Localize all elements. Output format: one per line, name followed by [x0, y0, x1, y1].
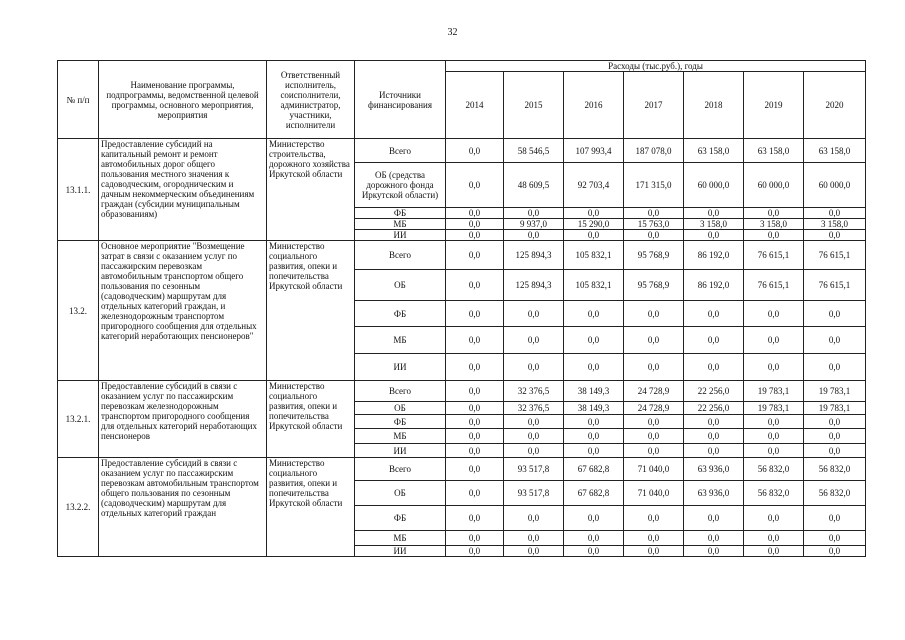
expense-value: 0,0 [684, 230, 744, 241]
table-row [58, 241, 866, 270]
funding-source: МБ [355, 429, 446, 444]
expense-value: 0,0 [446, 415, 504, 429]
expense-value: 0,0 [684, 429, 744, 444]
table-row [58, 458, 866, 481]
expense-value: 22 256,0 [684, 402, 744, 415]
expense-value: 0,0 [684, 506, 744, 531]
funding-source: Всего [355, 139, 446, 163]
funding-source: ОБ [355, 402, 446, 415]
expense-value: 0,0 [446, 481, 504, 506]
expense-value: 38 149,3 [564, 402, 624, 415]
header-sources: Источники финансирования [355, 61, 446, 139]
expense-value: 0,0 [446, 327, 504, 354]
expense-value: 0,0 [504, 354, 564, 381]
funding-source: ФБ [355, 301, 446, 327]
expense-value: 71 040,0 [624, 458, 684, 481]
expense-value: 92 703,4 [564, 163, 624, 208]
expense-value: 95 768,9 [624, 241, 684, 270]
funding-source: ИИ [355, 354, 446, 381]
expense-value: 60 000,0 [804, 163, 866, 208]
expense-value: 3 158,0 [804, 219, 866, 230]
section-name: Предоставление субсидий в связи с оказанием услуг по пассажирским перевозкам автомобильным транспортом общего пользования по сезонным (садоводческим) маршрутам для отдельных категорий граждан [99, 458, 267, 557]
funding-source: ФБ [355, 208, 446, 219]
expense-value: 0,0 [744, 230, 804, 241]
expense-value: 67 682,8 [564, 458, 624, 481]
expense-value: 0,0 [564, 506, 624, 531]
expense-value: 0,0 [744, 546, 804, 557]
expense-value: 0,0 [446, 444, 504, 458]
expense-value: 63 158,0 [744, 139, 804, 163]
section-name: Основное мероприятие "Возмещение затрат в связи с оказанием услуг по пассажирским перевозкам автомобильным транспортом общего пользования по сезонным (садоводческим) маршрутам для отдельных категорий граждан, и железнодорожным транспортом пригородного сообщения для отдельных категорий неработающих пенсионеров" [99, 241, 267, 381]
expense-value: 0,0 [804, 301, 866, 327]
header-num: № п/п [58, 61, 99, 139]
expense-value: 58 546,5 [504, 139, 564, 163]
expense-value: 0,0 [446, 219, 504, 230]
expense-value: 24 728,9 [624, 402, 684, 415]
expense-value: 0,0 [564, 301, 624, 327]
expense-value: 56 832,0 [804, 481, 866, 506]
expense-value: 63 936,0 [684, 458, 744, 481]
funding-source: ИИ [355, 546, 446, 557]
header-year: 2018 [684, 72, 744, 139]
expense-value: 0,0 [446, 163, 504, 208]
header-year: 2015 [504, 72, 564, 139]
expense-value: 0,0 [684, 546, 744, 557]
funding-source: МБ [355, 219, 446, 230]
expense-value: 0,0 [446, 230, 504, 241]
expense-value: 0,0 [744, 429, 804, 444]
expense-value: 3 158,0 [684, 219, 744, 230]
expense-value: 0,0 [564, 429, 624, 444]
expense-value: 71 040,0 [624, 481, 684, 506]
expense-value: 0,0 [446, 506, 504, 531]
expense-value: 0,0 [446, 301, 504, 327]
expense-value: 0,0 [504, 301, 564, 327]
expense-value: 0,0 [446, 381, 504, 402]
expense-value: 0,0 [504, 208, 564, 219]
table-row [58, 139, 866, 163]
expense-value: 0,0 [684, 415, 744, 429]
expense-value: 38 149,3 [564, 381, 624, 402]
expense-value: 0,0 [744, 208, 804, 219]
expense-value: 0,0 [504, 506, 564, 531]
expense-value: 0,0 [684, 301, 744, 327]
section-number: 13.2.2. [58, 458, 99, 557]
expense-value: 0,0 [504, 531, 564, 546]
header-year: 2020 [804, 72, 866, 139]
table-body [58, 139, 866, 557]
header-responsible: Ответственный исполнитель, соисполнители, администратор, участники, исполнители [267, 61, 355, 139]
section-responsible: Министерство социального развития, опеки и попечительства Иркутской области [267, 381, 355, 458]
expense-value: 0,0 [564, 415, 624, 429]
expense-value: 0,0 [446, 402, 504, 415]
funding-source: Всего [355, 458, 446, 481]
expense-value: 0,0 [624, 354, 684, 381]
funding-source: Всего [355, 241, 446, 270]
expense-value: 0,0 [504, 444, 564, 458]
expense-value: 0,0 [684, 531, 744, 546]
funding-source: ОБ (средства дорожного фонда Иркутской области) [355, 163, 446, 208]
expense-value: 0,0 [564, 546, 624, 557]
expense-value: 0,0 [504, 327, 564, 354]
funding-source: ОБ [355, 270, 446, 301]
expense-value: 0,0 [564, 354, 624, 381]
funding-source: ОБ [355, 481, 446, 506]
expense-value: 0,0 [624, 415, 684, 429]
expense-value: 0,0 [564, 444, 624, 458]
expense-value: 86 192,0 [684, 270, 744, 301]
expense-value: 0,0 [446, 139, 504, 163]
expense-value: 0,0 [684, 354, 744, 381]
expense-value: 0,0 [684, 444, 744, 458]
expense-value: 0,0 [624, 208, 684, 219]
expense-value: 19 783,1 [804, 402, 866, 415]
expense-value: 0,0 [804, 546, 866, 557]
expense-value: 0,0 [446, 531, 504, 546]
expense-value: 0,0 [446, 429, 504, 444]
section-responsible: Министерство социального развития, опеки и попечительства Иркутской области [267, 241, 355, 381]
expense-value: 171 315,0 [624, 163, 684, 208]
funding-source: ИИ [355, 444, 446, 458]
expense-value: 24 728,9 [624, 381, 684, 402]
expense-value: 0,0 [624, 301, 684, 327]
expense-value: 0,0 [564, 327, 624, 354]
expense-value: 67 682,8 [564, 481, 624, 506]
expense-value: 0,0 [504, 546, 564, 557]
expense-value: 0,0 [446, 354, 504, 381]
expense-value: 0,0 [804, 230, 866, 241]
expense-value: 48 609,5 [504, 163, 564, 208]
expense-value: 56 832,0 [744, 458, 804, 481]
expense-value: 0,0 [446, 241, 504, 270]
expense-value: 93 517,8 [504, 458, 564, 481]
section-responsible: Министерство социального развития, опеки и попечительства Иркутской области [267, 458, 355, 557]
funding-source: ФБ [355, 506, 446, 531]
expense-value: 0,0 [564, 531, 624, 546]
header-expenses: Расходы (тыс.руб.), годы [446, 61, 866, 72]
expense-value: 187 078,0 [624, 139, 684, 163]
expense-value: 0,0 [744, 327, 804, 354]
header-year: 2016 [564, 72, 624, 139]
header-year: 2014 [446, 72, 504, 139]
page-number: 32 [447, 27, 458, 38]
expense-value: 95 768,9 [624, 270, 684, 301]
expense-value: 63 158,0 [804, 139, 866, 163]
expense-value: 76 615,1 [744, 270, 804, 301]
expense-value: 0,0 [624, 230, 684, 241]
expense-value: 0,0 [684, 327, 744, 354]
expense-value: 125 894,3 [504, 270, 564, 301]
expense-value: 56 832,0 [804, 458, 866, 481]
funding-source: МБ [355, 327, 446, 354]
expense-value: 93 517,8 [504, 481, 564, 506]
expense-value: 76 615,1 [804, 270, 866, 301]
expense-value: 0,0 [624, 327, 684, 354]
expense-value: 9 937,0 [504, 219, 564, 230]
funding-source: ИИ [355, 230, 446, 241]
expense-value: 76 615,1 [804, 241, 866, 270]
expense-value: 0,0 [744, 444, 804, 458]
expense-value: 60 000,0 [744, 163, 804, 208]
expense-value: 0,0 [504, 415, 564, 429]
expense-value: 0,0 [804, 415, 866, 429]
expense-value: 0,0 [684, 208, 744, 219]
expense-value: 0,0 [804, 354, 866, 381]
expense-value: 107 993,4 [564, 139, 624, 163]
expense-value: 105 832,1 [564, 241, 624, 270]
expense-value: 19 783,1 [804, 381, 866, 402]
expense-value: 0,0 [744, 415, 804, 429]
expense-value: 105 832,1 [564, 270, 624, 301]
expense-value: 0,0 [624, 506, 684, 531]
expense-value: 0,0 [804, 429, 866, 444]
expense-value: 0,0 [504, 429, 564, 444]
expense-value: 0,0 [804, 327, 866, 354]
expense-value: 32 376,5 [504, 381, 564, 402]
expense-value: 15 290,0 [564, 219, 624, 230]
expense-value: 0,0 [744, 531, 804, 546]
expense-value: 0,0 [564, 208, 624, 219]
expense-value: 3 158,0 [744, 219, 804, 230]
expense-value: 0,0 [624, 546, 684, 557]
section-name: Предоставление субсидий в связи с оказанием услуг по пассажирским перевозкам железнодорожным транспортом пригородного сообщения для отдельных категорий неработающих пенсионеров [99, 381, 267, 458]
expense-value: 63 158,0 [684, 139, 744, 163]
section-responsible: Министерство строительства, дорожного хозяйства Иркутской области [267, 139, 355, 241]
expense-value: 19 783,1 [744, 381, 804, 402]
expense-value: 0,0 [504, 230, 564, 241]
expense-value: 76 615,1 [744, 241, 804, 270]
table-header [58, 61, 866, 139]
expense-value: 0,0 [446, 270, 504, 301]
expense-value: 0,0 [446, 458, 504, 481]
section-number: 13.1.1. [58, 139, 99, 241]
section-number: 13.2.1. [58, 381, 99, 458]
expense-value: 86 192,0 [684, 241, 744, 270]
section-name: Предоставление субсидий на капитальный ремонт и ремонт автомобильных дорог общего пользования местного значения к садоводческим, огородническим и дачным некоммерческим объединениям граждан (субсидии муниципальным образованиям) [99, 139, 267, 241]
expense-value: 0,0 [744, 354, 804, 381]
expense-value: 0,0 [624, 429, 684, 444]
expense-value: 0,0 [804, 208, 866, 219]
expense-value: 0,0 [804, 506, 866, 531]
expense-value: 60 000,0 [684, 163, 744, 208]
expense-value: 0,0 [744, 301, 804, 327]
expense-value: 15 763,0 [624, 219, 684, 230]
expense-value: 0,0 [744, 506, 804, 531]
expense-value: 0,0 [564, 230, 624, 241]
budget-table [57, 60, 866, 557]
header-name: Наименование программы, подпрограммы, ведомственной целевой программы, основного мероприятия, мероприятия [99, 61, 267, 139]
expense-value: 63 936,0 [684, 481, 744, 506]
funding-source: ФБ [355, 415, 446, 429]
expense-value: 0,0 [624, 531, 684, 546]
table-row [58, 381, 866, 402]
expense-value: 0,0 [446, 546, 504, 557]
header-year: 2017 [624, 72, 684, 139]
expense-value: 19 783,1 [744, 402, 804, 415]
expense-value: 56 832,0 [744, 481, 804, 506]
expense-value: 0,0 [804, 444, 866, 458]
funding-source: Всего [355, 381, 446, 402]
expense-value: 0,0 [804, 531, 866, 546]
funding-source: МБ [355, 531, 446, 546]
expense-value: 22 256,0 [684, 381, 744, 402]
section-number: 13.2. [58, 241, 99, 381]
expense-value: 0,0 [624, 444, 684, 458]
expense-value: 32 376,5 [504, 402, 564, 415]
expense-value: 125 894,3 [504, 241, 564, 270]
expense-value: 0,0 [446, 208, 504, 219]
header-year: 2019 [744, 72, 804, 139]
